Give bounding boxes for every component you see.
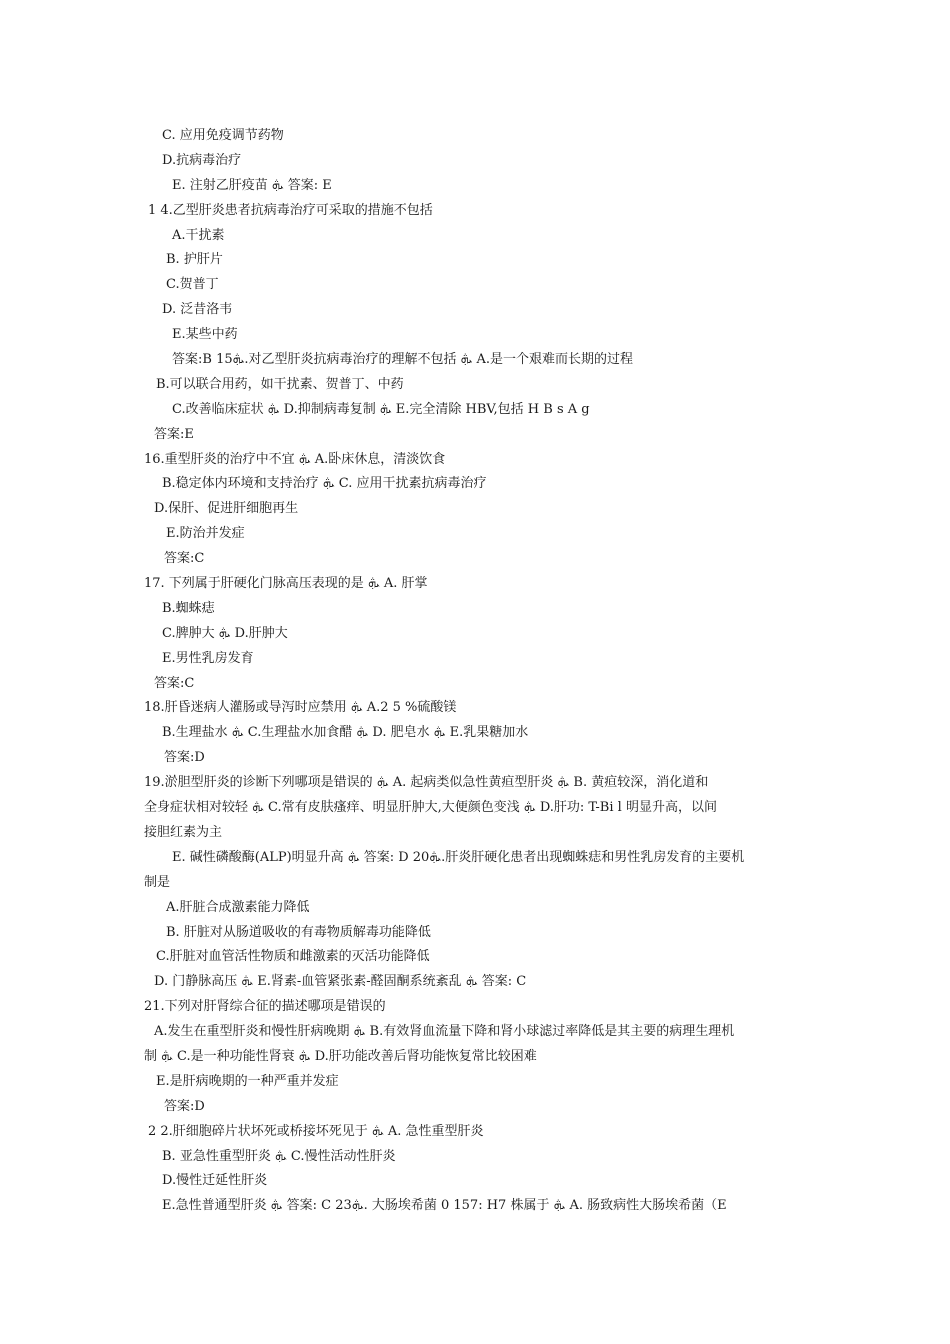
text-line: E.是肝病晚期的一种严重并发症 bbox=[156, 1073, 339, 1089]
text-line: E.防治并发症 bbox=[166, 526, 245, 542]
text-line: 答案:E bbox=[154, 426, 194, 442]
text-line: 19.淤胆型肝炎的诊断下列哪项是错误的 ܞ A. 起病类似急性黄疸型肝炎 ܞ B. 黄疸较深，消化道和 bbox=[144, 775, 709, 791]
text-line: D.保肝、促进肝细胞再生 bbox=[154, 501, 299, 517]
text-line: 制是 bbox=[144, 874, 171, 890]
text-line: 答案:C bbox=[154, 675, 195, 691]
text-line: 1 4.乙型肝炎患者抗病毒治疗可采取的措施不包括 bbox=[148, 202, 433, 218]
text-line: 18.肝昏迷病人灌肠或导泻时应禁用 ܞ A.2 5 %硫酸镁 bbox=[144, 700, 457, 716]
text-line: 答案:D bbox=[164, 1098, 205, 1114]
text-line: 制 ܞ C.是一种功能性肾衰 ܞ D.肝功能改善后肾功能恢复常比较困难 bbox=[144, 1048, 537, 1064]
text-line: D.慢性迁延性肝炎 bbox=[162, 1173, 268, 1189]
text-line: B.生理盐水 ܞ C.生理盐水加食醋 ܞ D. 肥皂水 ܞ E.乳果糖加水 bbox=[162, 725, 529, 741]
text-line: A.干扰素 bbox=[172, 227, 225, 243]
text-line: E. 碱性磷酸酶(ALP)明显升高 ܞ 答案: D 20ܞ.肝炎肝硬化患者出现蜘蛛痣和男性乳房发育的主要机 bbox=[172, 849, 745, 865]
document-body bbox=[144, 124, 816, 1219]
text-line: E.某些中药 bbox=[172, 327, 238, 343]
text-line: B.蜘蛛痣 bbox=[162, 600, 215, 616]
text-line: E.男性乳房发育 bbox=[162, 650, 254, 666]
text-line: B. 护肝片 bbox=[166, 252, 223, 268]
text-line: B.稳定体内环境和支持治疗 ܞ C. 应用干扰素抗病毒治疗 bbox=[162, 476, 487, 492]
text-line: E.急性普通型肝炎 ܞ 答案: C 23ܞ. 大肠埃希菌 0 157: H7 株属于 ܞ A. 肠致病性大肠埃希菌（E bbox=[162, 1198, 727, 1214]
text-line: B.可以联合用药，如干扰素、贺普丁、中药 bbox=[156, 376, 404, 392]
text-line: 17. 下列属于肝硬化门脉高压表现的是 ܞ A. 肝掌 bbox=[144, 576, 428, 592]
text-line: C.改善临床症状 ܞ D.抑制病毒复制 ܞ E.完全清除 HBV,包括 H B s A g bbox=[172, 401, 590, 417]
text-line: D.抗病毒治疗 bbox=[162, 152, 242, 168]
text-line: C.贺普丁 bbox=[166, 277, 219, 293]
text-line: A.发生在重型肝炎和慢性肝病晚期 ܞ B.有效肾血流量下降和肾小球滤过率降低是其主要的病理生理机 bbox=[154, 1024, 735, 1040]
text-line: B. 亚急性重型肝炎 ܞ C.慢性活动性肝炎 bbox=[162, 1148, 396, 1164]
text-line: D. 门静脉高压 ܞ E.肾素-血管紧张素-醛固酮系统紊乱 ܞ 答案: C bbox=[154, 974, 527, 990]
text-line: 答案:D bbox=[164, 750, 205, 766]
text-line: A.肝脏合成激素能力降低 bbox=[166, 899, 310, 915]
text-line: D. 泛昔洛韦 bbox=[162, 302, 233, 318]
text-line: B. 肝脏对从肠道吸收的有毒物质解毒功能降低 bbox=[166, 924, 431, 940]
text-line: C. 应用免疫调节药物 bbox=[162, 128, 284, 143]
text-line: 2 2.肝细胞碎片状坏死或桥接坏死见于 ܞ A. 急性重型肝炎 bbox=[148, 1123, 484, 1139]
text-line: 21.下列对肝肾综合征的描述哪项是错误的 bbox=[144, 999, 386, 1015]
text-line: 答案:B 15ܞ.对乙型肝炎抗病毒治疗的理解不包括 ܞ A.是一个艰难而长期的过程 bbox=[172, 352, 634, 368]
text-line: 接胆红素为主 bbox=[144, 824, 223, 840]
text-line: 答案:C bbox=[164, 551, 205, 567]
text-line: E. 注射乙肝疫苗 ܞ 答案: E bbox=[172, 177, 332, 193]
text-line: 全身症状相对较轻 ܞ C.常有皮肤瘙痒、明显肝肿大,大便颜色变浅 ܞ D.肝功: T-Bi l 明显升高，以间 bbox=[144, 800, 717, 816]
text-line: C.脾肿大 ܞ D.肝肿大 bbox=[162, 625, 288, 641]
text-line: C.肝脏对血管活性物质和雌激素的灭活功能降低 bbox=[156, 949, 430, 965]
text-line: 16.重型肝炎的治疗中不宜 ܞ A.卧床休息，清淡饮食 bbox=[144, 451, 446, 467]
